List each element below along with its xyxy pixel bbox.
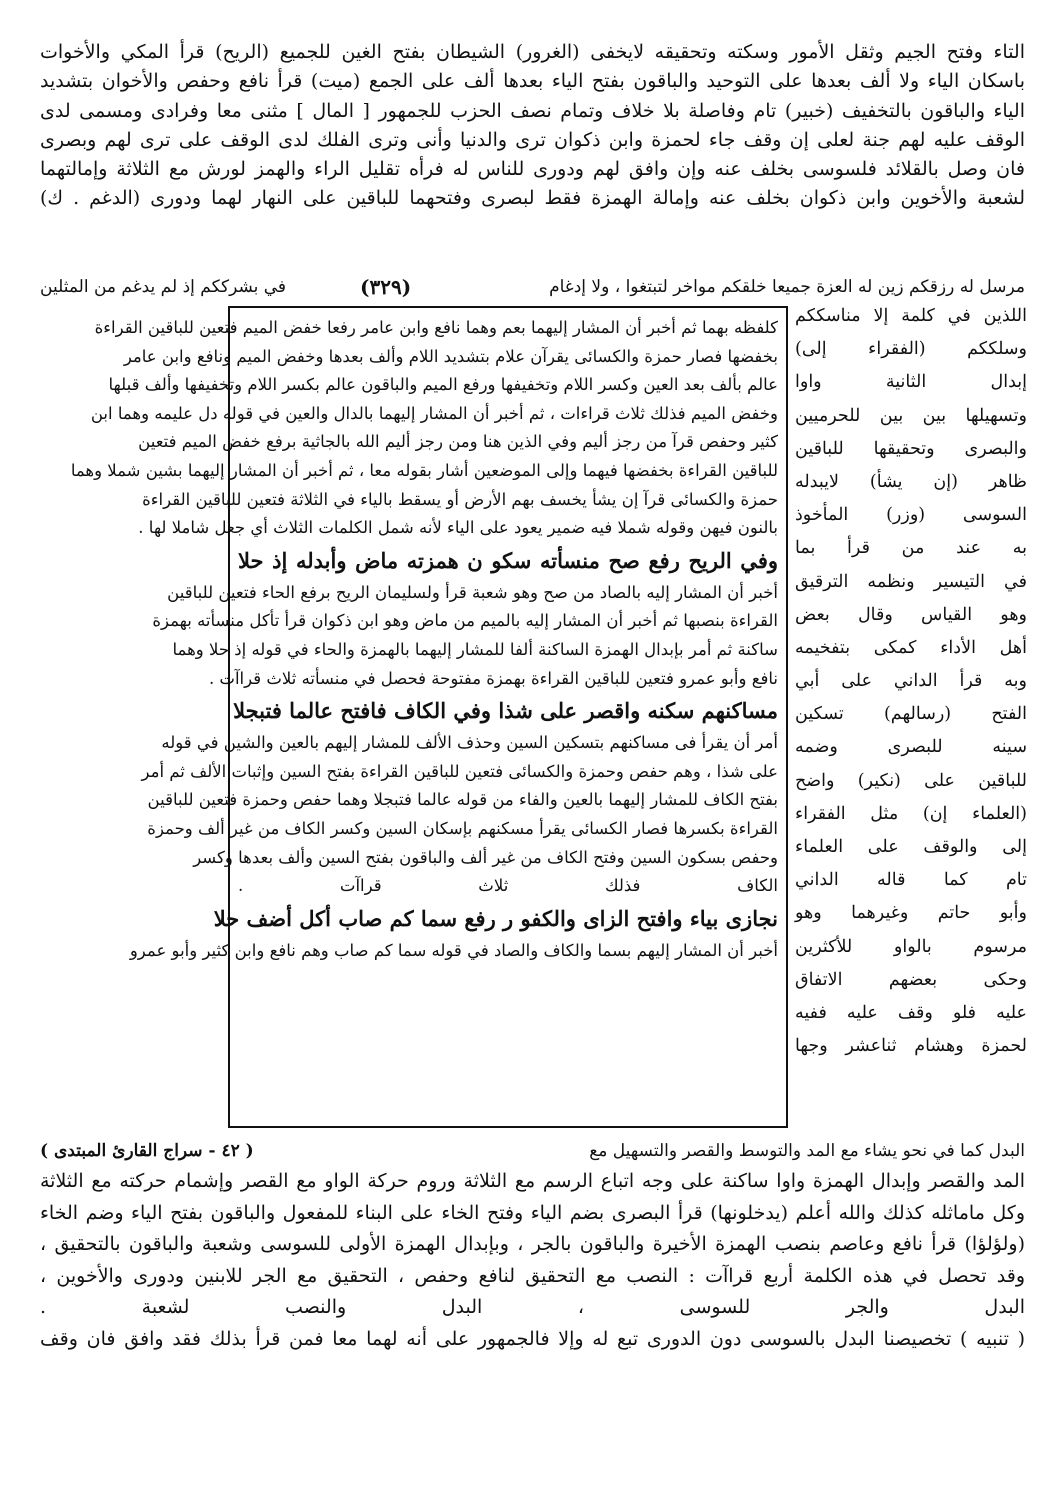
- text-line: باسكان الياء ولا ألف بعدها على التوحيد والباقون بفتح الياء بعدها ألف على الجمع (ميت) قرأ نافع وحفص والأخوان بتشديد: [40, 70, 1025, 93]
- text-line: كثير وحفص قرآ من رجز أليم وفي الذين هنا ومن رجز أليم الله بالجاثية برفع خفض الميم فتعين: [138, 432, 778, 452]
- text-line: وحفص بسكون السين وفتح الكاف من غير ألف والباقون بفتح السين وألف بعدها وكسر: [193, 847, 778, 867]
- text-line: وكل ماماثله كذلك والله أعلم (يدخلونها) قرأ البصرى بضم الياء وفتح الخاء على البناء للمفعول والباقون بفتح الياء وضم الخاء: [40, 1201, 1025, 1224]
- text-line: التاء وفتح الجيم وثقل الأمور وسكته وتحقيقه لايخفى (الغرور) الشيطان بفتح الغين للجميع (الريح) قرأ المكي والأخوات: [40, 41, 1025, 63]
- text-line: للباقين القراءة بخفضها فيهما وإلى الموضعين أشار بقوله معا ، ثم أخبر أن المشار إليهما بشين شملا وهما: [70, 460, 778, 480]
- text-line: أخبر أن المشار إليهم بسما والكاف والصاد في قوله سما كم صاب وهم نافع وابن كثير وأبو عمرو: [129, 940, 778, 960]
- margin-text-line: به عند من قرأ بما: [795, 538, 1027, 559]
- margin-text-line: الفتح (رسالهم) تسكين: [795, 704, 1027, 725]
- text-line: بالنون فيهن وقوله شملا فيه ضمير يعود على الياء لأنه شمل الكلمات الثلاث أي جعل شاملا لها .: [138, 518, 778, 538]
- margin-text-line: وبه قرأ الداني على أبي: [795, 671, 1027, 692]
- margin-text-line: مرسوم بالواو للأكثرين: [795, 936, 1027, 957]
- text-line: عالم بألف بعد العين وكسر اللام وتخفيفها ورفع الميم والباقون عالم بكسر اللام وتخفيفها وألف قبلها: [108, 375, 778, 395]
- text-line: البدل والجر للسوسى ، البدل والنصب لشعبة .: [40, 1296, 1025, 1318]
- margin-text-line: وحكى بعضهم الاتفاق: [795, 969, 1027, 990]
- text-line: (ولؤلؤا) قرأ نافع وعاصم بنصب الهمزة الأخيرة والباقون بالجر ، وبإبدال الهمزة الأولى للسوسى وشعبة والباقون بالتحقيق ،: [40, 1233, 1025, 1255]
- text-line: وقد تحصل في هذه الكلمة أربع قراآت : النصب مع التحقيق لنافع وحفص ، التحقيق مع الجر للابنين ودورى والأخوين ،: [40, 1264, 1025, 1287]
- page-number: (٣٢٩): [360, 275, 412, 299]
- margin-commentary-column: [795, 300, 1027, 1063]
- margin-text-line: وهو القياس وقال بعض: [795, 604, 1027, 625]
- text-line: الياء والباقون بالتخفيف (خبير) تام وفاصلة بلا خلاف وتمام نصف الحزب للجمهور [ المال ] مثنى معا وفرادى ومسمى لدى: [40, 99, 1025, 122]
- margin-text-line: (العلماء إن) مثل الفقراء: [795, 803, 1027, 824]
- margin-text-line: أهل الأداء كمكى بتفخيمه: [795, 637, 1027, 658]
- margin-text-line: في التيسير ونظمه الترقيق: [795, 571, 1027, 592]
- text-line: القراءة بكسرها فصار الكسائى يقرأ مسكنهم بإسكان السين وكسر الكاف من غير ألف وحمزة: [147, 818, 778, 838]
- text-line: المد والقصر وإبدال الهمزة واوا ساكنة على وجه اتباع الرسم مع الثلاثة وروم حركة الواو مع القصر وإشمام حركته مع الثلاثة: [40, 1170, 1025, 1192]
- text-line: الوقف عليه لهم جنة لعلى إن وقف جاء لحمزة وابن ذكوان ترى والدنيا وأنى وترى الفلك لدى الوقف على ترى لهم وبصرى: [40, 128, 1025, 151]
- text-line: ساكنة ثم أمر بإبدال الهمزة الساكنة ألفا للمشار إليهما بالهمزة والحاء في قوله إذ حلا وهما: [172, 639, 778, 659]
- text-line: لشعبة والأخوين وابن ذكوان بخلف عنه وإمالة الهمزة فقط لبصرى وفتحهما للباقين على النهار لهما ودورى (الدغم . ك): [40, 187, 1025, 210]
- margin-text-line: وتسهيلها بين بين للحرميين: [795, 405, 1027, 426]
- verse-line: وفي الريح رفع صح منسأته سكو ن همزته ماض وأبدله إذ حلا: [238, 547, 778, 573]
- text-line: نافع وأبو عمرو فتعين للباقين القراءة بهمزة مفتوحة فحصل في منسأته ثلاث قراآت .: [208, 668, 778, 688]
- margin-text-line: لحمزة وهشام ثناعشر وجها: [795, 1036, 1027, 1057]
- text-line: بخفضها فصار حمزة والكسائى يقرآن علام بتشديد اللام وألف بعدها وخفض الميم ونافع وابن عامر: [123, 346, 778, 366]
- text-line: على شذا ، وهم حفص وحمزة والكسائى فتعين للباقين القراءة بفتح السين وإثبات الألف ثم أمر: [141, 761, 778, 781]
- margin-text-line: إلى والوقف على العلماء: [795, 837, 1027, 857]
- text-line: فان وصل بالقلائد فلسوسى بخلف عنه وإن وافق لهم ودورى للناس له فرأه تقليل الراء والهمز لورش مع الثلاثة وإمالتهما: [40, 158, 1025, 181]
- verse-line: مساكنهم سكنه واقصر على شذا وفي الكاف فافتح عالما فتبجلا: [233, 698, 778, 724]
- text-line: وخفض الميم فذلك ثلاث قراءات ، ثم أخبر أن المشار إليهما بالدال والعين في قوله دل عليمه وهما ابن: [90, 403, 778, 423]
- top-commentary: [40, 38, 1025, 214]
- margin-text-line: للباقين على (نكير) واضح: [795, 770, 1027, 791]
- main-text-frame: [70, 306, 788, 1128]
- header-left-text: في بشرككم إذ لم يدغم من المثلين: [40, 277, 287, 297]
- margin-text-line: سينه للبصرى وضمه: [795, 737, 1027, 758]
- margin-text-line: السوسى (وزر) المأخوذ: [795, 505, 1027, 526]
- margin-text-line: اللذين في كلمة إلا مناسككم: [795, 306, 1027, 326]
- margin-text-line: وأبو حاتم وغيرهما وهو: [795, 903, 1027, 924]
- margin-text-line: والبصرى وتحقيقها للباقين: [795, 438, 1027, 459]
- header-right-text: مرسل له رزقكم زين له العزة جميعا خلقكم مواخر لتبتغوا ، ولا إدغام: [549, 277, 1025, 297]
- margin-text-line: ظاهر (إن يشأ) لايبدله: [795, 471, 1027, 492]
- margin-text-line: تام كما قاله الداني: [795, 870, 1027, 891]
- margin-text-line: وسلككم (الفقراء إلى): [795, 339, 1027, 360]
- bottom-commentary: [40, 1166, 1025, 1355]
- text-line: كلفظه بهما ثم أخبر أن المشار إليهما بعم وهما نافع وابن عامر رفعا خفض الميم فتعين للباقين القراءة: [94, 318, 778, 337]
- footer-right-text: البدل كما في نحو يشاء مع المد والتوسط والقصر والتسهيل مع: [589, 1141, 1025, 1161]
- book-title-label: ( ٤٢ - سراج القارئ المبتدى ): [40, 1141, 254, 1161]
- text-line: بفتح الكاف للمشار إليهما بالعين والفاء من قوله عالما فتبجلا وهما حفص وحمزة فتعين للباقين: [147, 790, 778, 810]
- margin-text-line: عليه فلو وقف عليه ففيه: [795, 1002, 1027, 1023]
- text-line: ( تنبيه ) تخصيصنا البدل بالسوسى دون الدورى تبع له وإلا فالجمهور على أنه لهما معا فمن قرأ بذلك فقد وافق فان وقف: [40, 1327, 1025, 1350]
- verse-line: نجازى بياء وافتح الزاى والكفو ر رفع سما كم صاب أكل أضف حلا: [213, 905, 778, 931]
- footer-line: [40, 1136, 1025, 1166]
- text-line: أخبر أن المشار إليه بالصاد من صح وهو شعبة قرأ ولسليمان الريح برفع الحاء فتعين للباقين: [167, 582, 778, 602]
- text-line: حمزة والكسائى قرآ إن يشأ يخسف بهم الأرض أو يسقط بالياء في الثلاثة فتعين للباقين القراءة: [142, 489, 778, 509]
- text-line: الكاف فذلك ثلاث قراآت .: [238, 876, 778, 896]
- main-text-body: [70, 314, 778, 965]
- margin-text-line: إبدال الثانية واوا: [795, 372, 1027, 393]
- text-line: القراءة بنصبها ثم أخبر أن المشار إليه بالميم من ماض وهو ابن ذكوان قرأ تأكل منسأته بهمزة: [152, 611, 778, 631]
- page-header-line: [40, 272, 1025, 302]
- text-line: أمر أن يقرأ فى مساكنهم بتسكين السين وحذف الألف للمشار إليهم بالعين والشين في قوله: [161, 733, 778, 753]
